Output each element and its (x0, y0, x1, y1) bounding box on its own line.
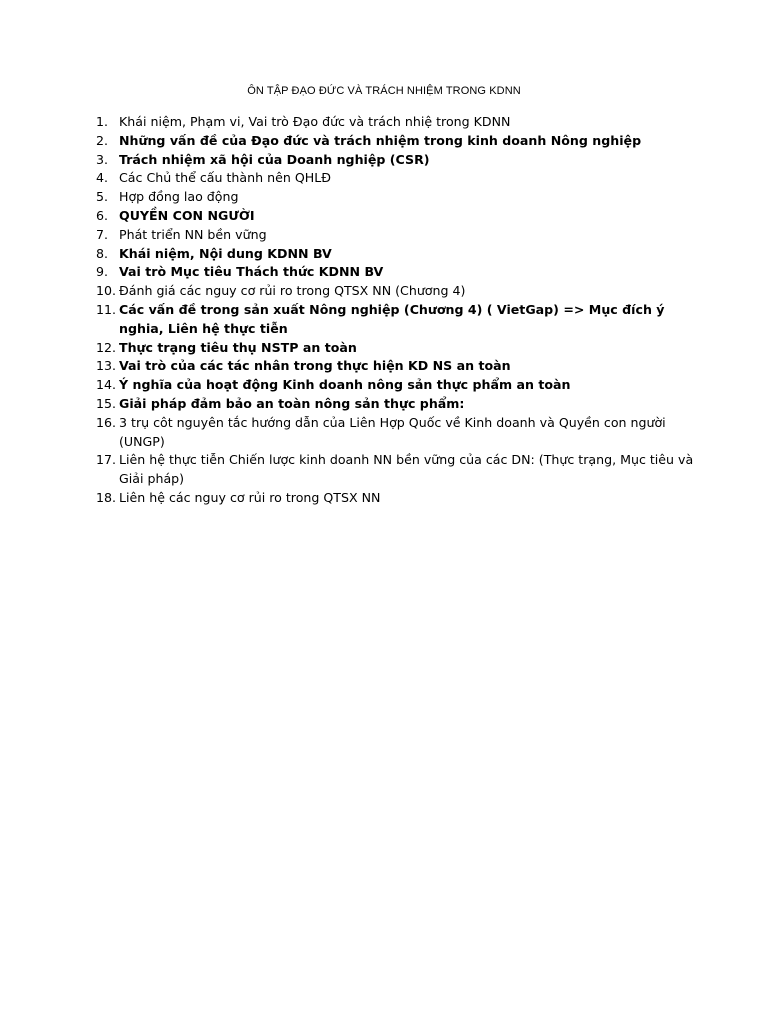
list-item-text: Đánh giá các nguy cơ rủi ro trong QTSX NN (Chương 4) (119, 283, 466, 299)
list-item-number: 16. (96, 414, 117, 430)
list-item-text: Khái niệm, Phạm vi, Vai trò Đạo đức và trách nhiệ trong KDNN (119, 114, 511, 129)
list-item-text: Vai trò của các tác nhân trong thực hiện KD NS an toàn (119, 358, 511, 374)
list-item (96, 226, 696, 245)
list-item-number: 4. (96, 170, 109, 186)
list-item (96, 489, 696, 508)
list-item (96, 169, 696, 188)
list-item (96, 263, 696, 282)
list-item-text: Phát triển NN bền vững (119, 226, 267, 242)
list-item-number: 6. (96, 207, 109, 223)
list-item (96, 451, 696, 489)
list-item-text: Khái niệm, Nội dung KDNN BV (119, 245, 332, 261)
list-item-text: 3 trụ côt nguyên tắc hướng dẫn của Liên Hợp Quốc về Kinh doanh và Quyền con người (UNGP) (119, 414, 666, 449)
list-item-text: Các vấn đề trong sản xuất Nông nghiệp (Chương 4) ( VietGap) => Mục đích ý nghia, Liên hệ thực tiễn (119, 301, 665, 336)
list-item-text: Trách nhiệm xã hội của Doanh nghiệp (CSR) (119, 151, 430, 167)
list-item (96, 376, 696, 395)
list-item-text: Thực trạng tiêu thụ NSTP an toàn (119, 339, 357, 355)
list-item-number: 3. (96, 151, 109, 167)
list-item-number: 7. (96, 226, 109, 242)
list-item-number: 11. (96, 301, 117, 317)
list-item-text: Hợp đồng lao động (119, 189, 239, 205)
list-item-text: Những vấn đề của Đạo đức và trách nhiệm trong kinh doanh Nông nghiệp (119, 132, 642, 148)
list-item-number: 10. (96, 283, 117, 299)
list-item-number: 18. (96, 489, 117, 505)
list-item-number: 12. (96, 339, 117, 355)
list-item (96, 188, 696, 207)
list-item (96, 414, 696, 452)
list-item (96, 339, 696, 358)
list-item (96, 245, 696, 264)
list-item (96, 357, 696, 376)
list-item-number: 5. (96, 189, 109, 205)
list-item-text: Vai trò Mục tiêu Thách thức KDNN BV (119, 264, 384, 280)
list-item-text: Giải pháp đảm bảo an toàn nông sản thực phẩm: (119, 395, 465, 411)
list-item-number: 14. (96, 377, 117, 393)
list-item-text: Các Chủ thể cấu thành nên QHLĐ (119, 170, 331, 186)
list-item-number: 13. (96, 358, 117, 374)
list-item-text: Liên hệ các nguy cơ rủi ro trong QTSX NN (119, 489, 381, 505)
list-item-number: 15. (96, 395, 117, 411)
list-item (96, 395, 696, 414)
document-title: ÔN TẬP ĐẠO ĐỨC VÀ TRÁCH NHIỆM TRONG KDNN (247, 85, 521, 97)
list-item-number: 1. (96, 114, 109, 129)
list-item-number: 9. (96, 264, 109, 280)
list-item (96, 207, 696, 226)
list-item (96, 151, 696, 170)
list-item-text: QUYỀN CON NGƯỜI (119, 207, 255, 223)
list-item-text: Liên hệ thực tiễn Chiến lược kinh doanh NN bền vững của các DN: (Thực trạng, Mục tiêu và Giải pháp) (119, 452, 694, 487)
list-item (96, 301, 696, 339)
list-item-number: 17. (96, 452, 117, 468)
list-item-text: Ý nghĩa của hoạt động Kinh doanh nông sản thực phẩm an toàn (119, 377, 571, 393)
review-topic-list (96, 113, 696, 508)
list-item (96, 132, 696, 151)
list-item (96, 113, 696, 132)
list-item-number: 8. (96, 245, 109, 261)
list-item-number: 2. (96, 132, 109, 148)
list-item (96, 282, 696, 301)
